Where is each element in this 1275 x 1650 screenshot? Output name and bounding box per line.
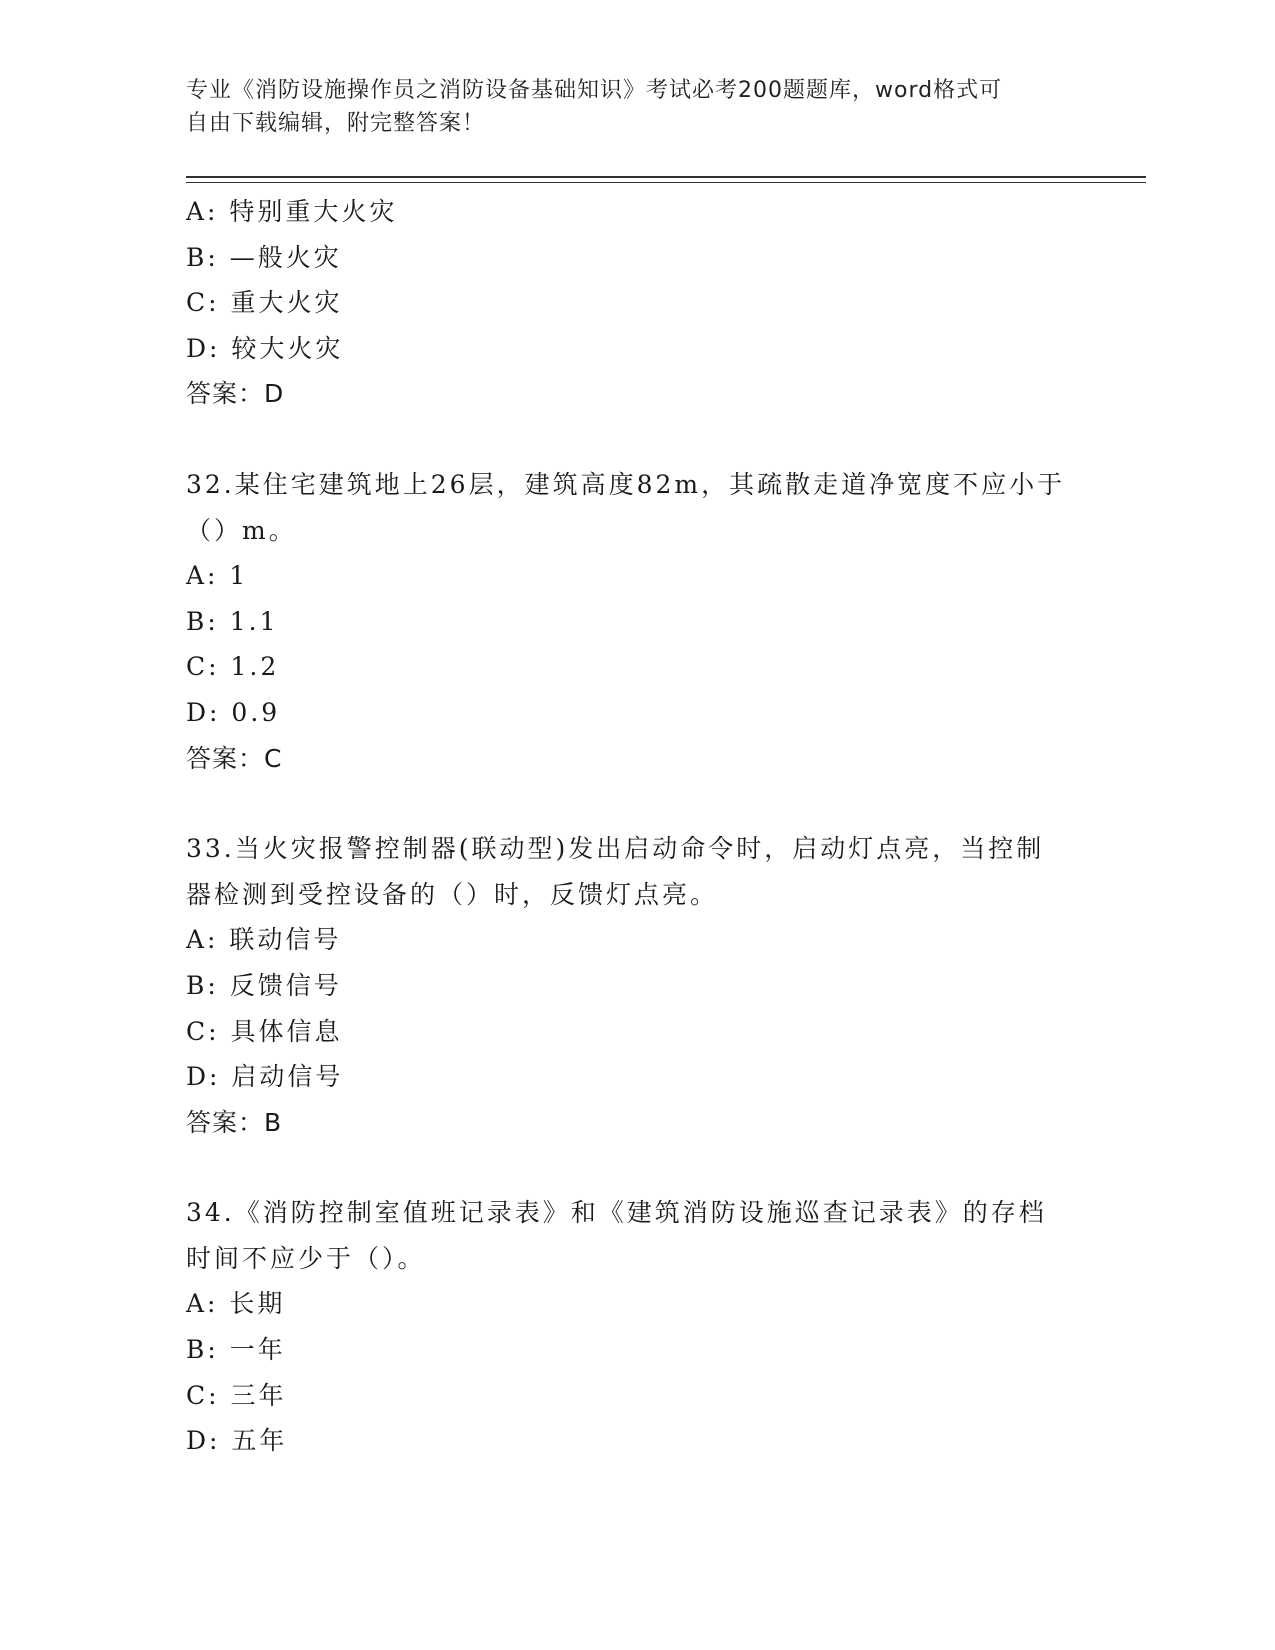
option-d: D: 五年 xyxy=(186,1426,288,1456)
option-a: A: 1 xyxy=(186,561,249,591)
question-stem-line-2: 时间不应少于（）。 xyxy=(186,1243,426,1273)
answer: 答案：D xyxy=(186,379,285,409)
question-stem-line-1: 34.《消防控制室值班记录表》和《建筑消防设施巡查记录表》的存档 xyxy=(186,1198,1047,1228)
question-stem-line-2: 器检测到受控设备的（）时，反馈灯点亮。 xyxy=(186,879,719,909)
spacer xyxy=(186,1145,1106,1190)
option-b: B: 反馈信号 xyxy=(186,970,342,1000)
question-34 xyxy=(186,1190,1106,1464)
option-c: C: 1.2 xyxy=(186,652,280,682)
spacer xyxy=(186,417,1106,462)
option-b: B: 一年 xyxy=(186,1335,286,1365)
document-body xyxy=(186,189,1106,1464)
option-d: D: 0.9 xyxy=(186,697,281,727)
question-stem-line-1: 32.某住宅建筑地上26层，建筑高度82m，其疏散走道净宽度不应小于 xyxy=(186,469,1066,499)
answer: 答案：C xyxy=(186,743,283,773)
option-c: C: 重大火灾 xyxy=(186,288,343,318)
question-continued xyxy=(186,189,1106,417)
option-b: B: —般火灾 xyxy=(186,242,342,272)
option-a: A: 特别重大火灾 xyxy=(186,197,398,226)
option-a: A: 长期 xyxy=(186,1289,286,1319)
question-stem-line-2: （）m。 xyxy=(186,515,297,545)
header-divider-thick xyxy=(186,176,1146,178)
question-stem-line-1: 33.当火灾报警控制器(联动型)发出启动命令时，启动灯点亮，当控制 xyxy=(186,834,1045,864)
question-33 xyxy=(186,826,1106,1145)
spacer xyxy=(186,781,1106,826)
header-divider-thin xyxy=(186,182,1146,183)
question-32 xyxy=(186,462,1106,781)
option-d: D: 启动信号 xyxy=(186,1062,344,1092)
answer: 答案：B xyxy=(186,1107,283,1137)
option-b: B: 1.1 xyxy=(186,606,279,636)
option-a: A: 联动信号 xyxy=(186,925,342,955)
option-c: C: 三年 xyxy=(186,1380,287,1410)
option-d: D: 较大火灾 xyxy=(186,333,344,363)
option-c: C: 具体信息 xyxy=(186,1016,343,1046)
header-line-1: 专业《消防设施操作员之消防设备基础知识》考试必考200题题库，word格式可 xyxy=(186,78,1003,103)
header-line-2: 自由下载编辑，附完整答案！ xyxy=(186,111,486,136)
document-header xyxy=(186,74,1086,140)
